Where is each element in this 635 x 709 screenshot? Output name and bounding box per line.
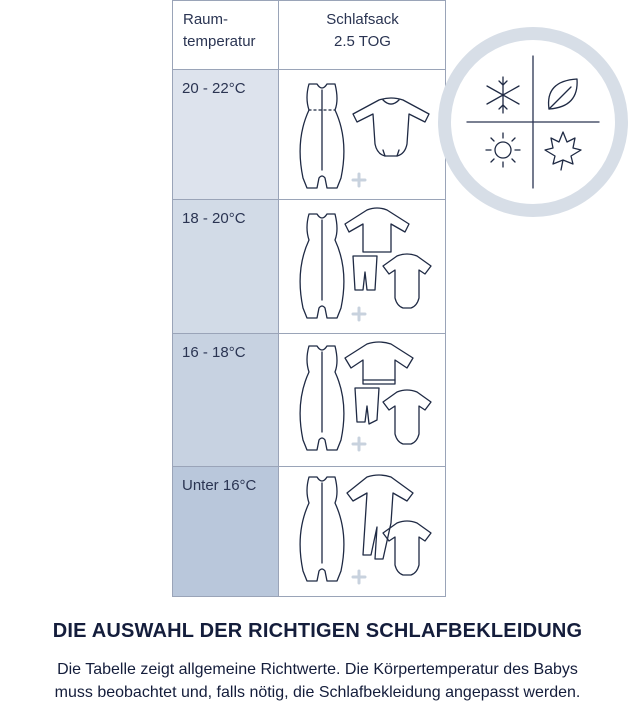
pants-icon [353, 256, 377, 290]
leggings-icon [355, 388, 379, 424]
description [0, 658, 635, 704]
sun-icon [486, 133, 520, 167]
temperature-cell: 20 - 22°C [173, 70, 279, 199]
schlafsack-icon [300, 84, 344, 188]
header-col1-line1: Raum- [183, 11, 229, 28]
leaf-icon [549, 79, 578, 109]
plus-icon [353, 174, 365, 186]
footed-onesie-icon [347, 475, 413, 559]
short-sleeve-body-icon [383, 390, 431, 444]
schlafsack-icon [300, 346, 344, 450]
schlafsack-icon [300, 477, 344, 581]
clothing-cell [279, 467, 445, 596]
header-col2-line1: Schlafsack [326, 11, 399, 28]
clothing-table [172, 0, 446, 597]
short-sleeve-body-icon [383, 254, 431, 308]
table-row [173, 467, 445, 596]
clothing-cell [279, 200, 445, 333]
plus-icon [353, 571, 365, 583]
long-sleeve-body-icon [353, 98, 429, 156]
header-col1-line2: temperatur [183, 33, 256, 50]
clothing-cell [279, 70, 445, 199]
schlafsack-icon [300, 214, 344, 318]
sweater-icon [345, 342, 413, 384]
long-sleeve-top-icon [345, 208, 409, 252]
header-col2-line2: 2.5 TOG [334, 33, 391, 50]
table-row [173, 70, 445, 200]
maple-leaf-icon [545, 132, 581, 170]
page-title: DIE AUSWAHL DER RICHTIGEN SCHLAFBEKLEIDUNG [52, 620, 583, 642]
seasons-badge [438, 27, 628, 217]
table-row [173, 334, 445, 467]
description-line-1: Die Tabelle zeigt allgemeine Richtwerte. Die Körpertemperatur des Babys [57, 661, 578, 678]
temperature-cell: 16 - 18°C [173, 334, 279, 466]
snowflake-icon [487, 77, 519, 113]
temperature-cell: Unter 16°C [173, 467, 279, 596]
header-sleeping-bag [279, 1, 446, 69]
plus-icon [353, 308, 365, 320]
table-row [173, 200, 445, 334]
temperature-cell: 18 - 20°C [173, 200, 279, 333]
plus-icon [353, 438, 365, 450]
description-line-2: muss beobachtet und, falls nötig, die Schlafbekleidung angepasst werden. [54, 684, 581, 701]
clothing-cell [279, 334, 445, 466]
header-room-temperature [173, 1, 279, 69]
